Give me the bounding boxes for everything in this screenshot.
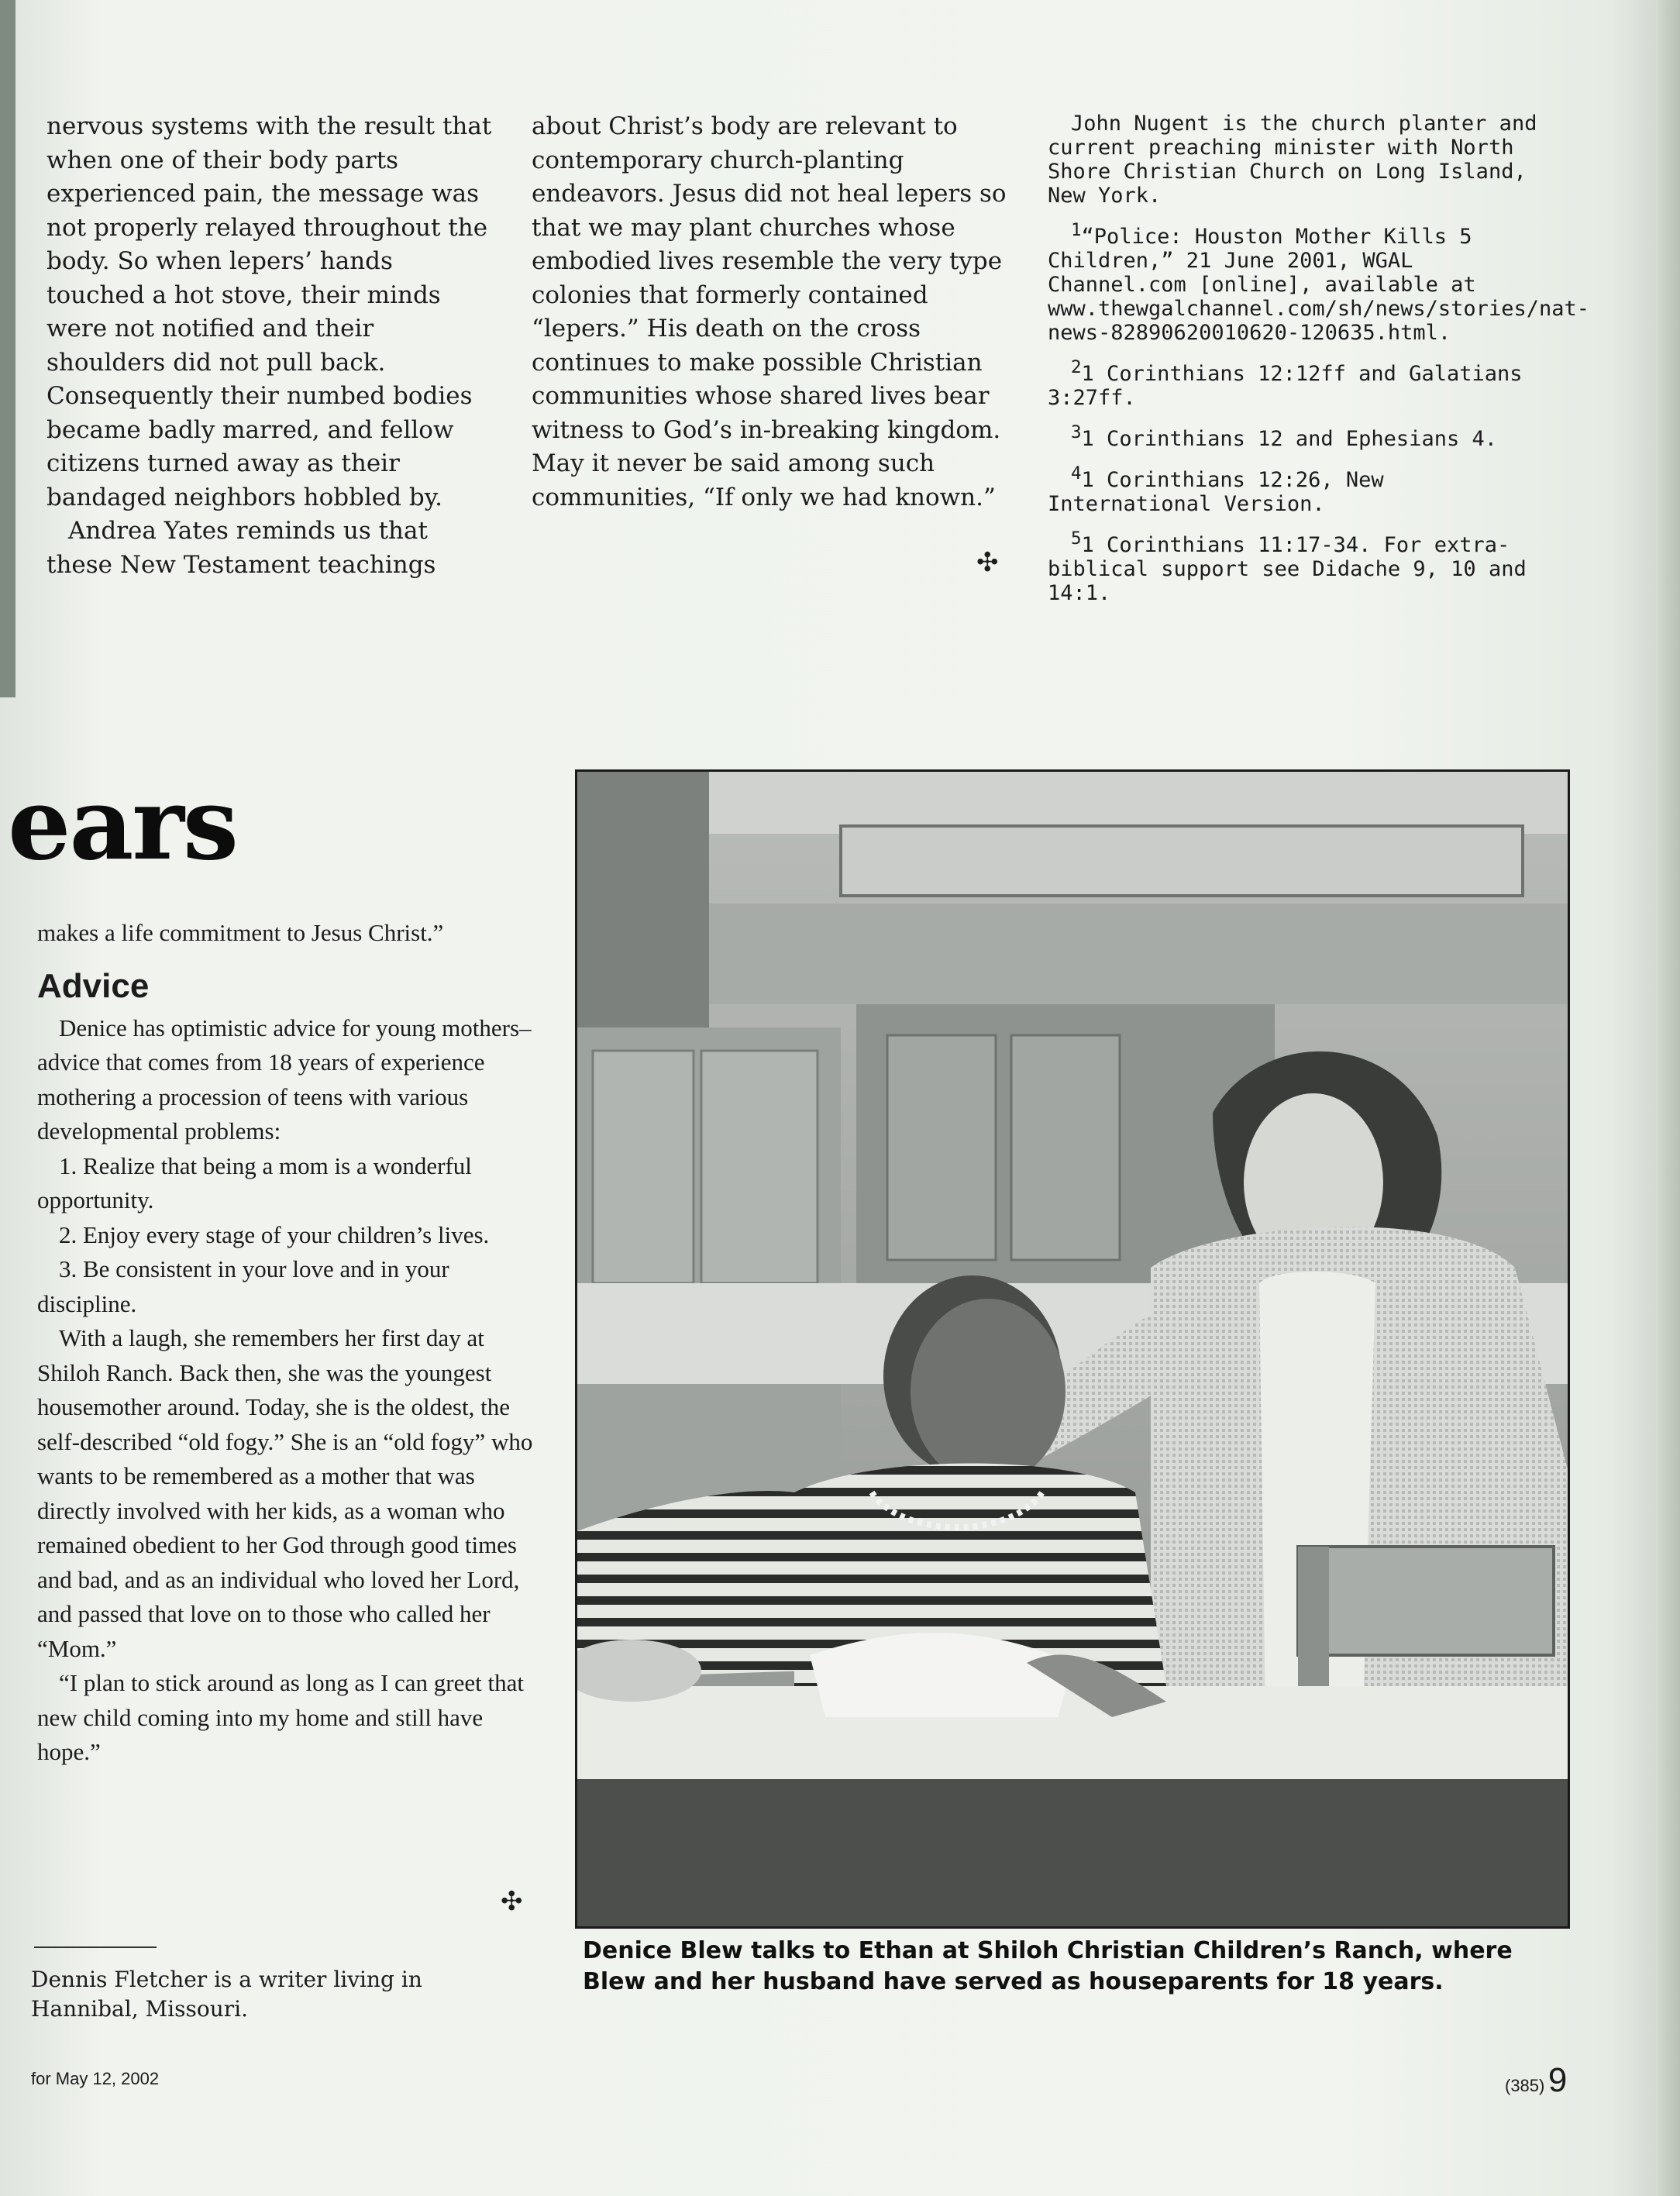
article-paragraph: With a laugh, she remembers her first day at Shiloh Ranch. Back then, she was the youngest housemother around. Today, she is the oldest, the self-described “old fogy.” She is an “old fogy” who wants to be remembered as a mother that was directly involved with her kids, as a woman who remained obedient to her God through good times and bad, and as an individual who loved her Lord, and passed that love on to those who called her “Mom.” (37, 1324, 533, 1662)
top-column-1 (46, 110, 496, 582)
page-number-block (1505, 2061, 1567, 2100)
author-bio-top: John Nugent is the church planter and current preaching minister with North Shore Christian Church on Long Island, New York. (1048, 112, 1537, 208)
advice-item-1: 1. Realize that being a mom is a wonderful opportunity. (37, 1151, 472, 1213)
headline-fragment: ears (8, 766, 237, 883)
page-edge-shadow (0, 0, 15, 697)
page-number: 9 (1547, 2061, 1568, 2099)
article-paragraph: Denice has optimistic advice for young mothers–advice that comes from 18 years of experience mothering a procession of teens with various developmental problems: (37, 1014, 532, 1144)
page-binding-edge (1658, 0, 1680, 2196)
article-photo (575, 769, 1570, 1929)
footnote-4: $^4$1 Corinthians 12:26, New International Version. (1048, 463, 1384, 516)
subhead: Advice (37, 966, 150, 1005)
article-column (37, 916, 533, 1770)
article-intro: makes a life commitment to Jesus Christ.” (37, 919, 444, 946)
bio-divider (34, 1946, 157, 1948)
photo-image (577, 772, 1568, 1926)
photo-caption: Denice Blew talks to Ethan at Shiloh Christian Children’s Ranch, where Blew and her husband have served as houseparents for 18 years. (583, 1937, 1513, 1995)
issue-date: for May 12, 2002 (31, 2069, 160, 2088)
footnote-5: $^5$1 Corinthians 11:17-34. For extra-biblical support see Didache 9, 10 and 14:1. (1048, 528, 1527, 605)
advice-item-2: 2. Enjoy every stage of your children’s lives. (59, 1220, 490, 1248)
advice-item-3: 3. Be consistent in your love and in your discipline. (37, 1255, 449, 1317)
author-bio: Dennis Fletcher is a writer living in Hannibal, Missouri. (31, 1967, 422, 2022)
body-paragraph: Andrea Yates reminds us that these New Testament teachings (46, 517, 436, 579)
end-mark-icon: ✣ (976, 547, 999, 578)
body-paragraph: nervous systems with the result that when one of their body parts experienced pain, the message was not properly relayed throughout the body. So when lepers’ hands touched a hot stove, their minds were not notified and their shoulders did not pull back. Consequently their numbed bodies became badly marred, and fellow citizens turned away as their bandaged neighbors hobbled by. (46, 112, 492, 511)
footnote-2: $^2$1 Corinthians 12:12ff and Galatians 3:27ff. (1048, 357, 1523, 410)
end-mark-icon: ✣ (501, 1886, 523, 1917)
page-code: (385) (1505, 2076, 1545, 2095)
footnote-1: $^1$“Police: Houston Mother Kills 5 Children,” 21 June 2001, WGAL Channel.com [online], available at www.thewgalchannel.com/sh/news/stories/nat-news-82890620010620-120635.html. (1048, 220, 1589, 345)
body-paragraph: about Christ’s body are relevant to contemporary church-planting endeavors. Jesus did not heal lepers so that we may plant churches whose embodied lives resemble the very type colonies that formerly contained “lepers.” His death on the cross continues to make possible Christian communities whose shared lives bear witness to God’s in-breaking kingdom. May it never be said among such communities, “If only we had known.” (532, 112, 1007, 511)
top-column-2 (532, 110, 1012, 515)
article-quote: “I plan to stick around as long as I can greet that new child coming into my home and still have hope.” (37, 1669, 524, 1765)
notes-column (1048, 112, 1589, 616)
footnote-3: $^3$1 Corinthians 12 and Ephesians 4. (1071, 422, 1497, 451)
